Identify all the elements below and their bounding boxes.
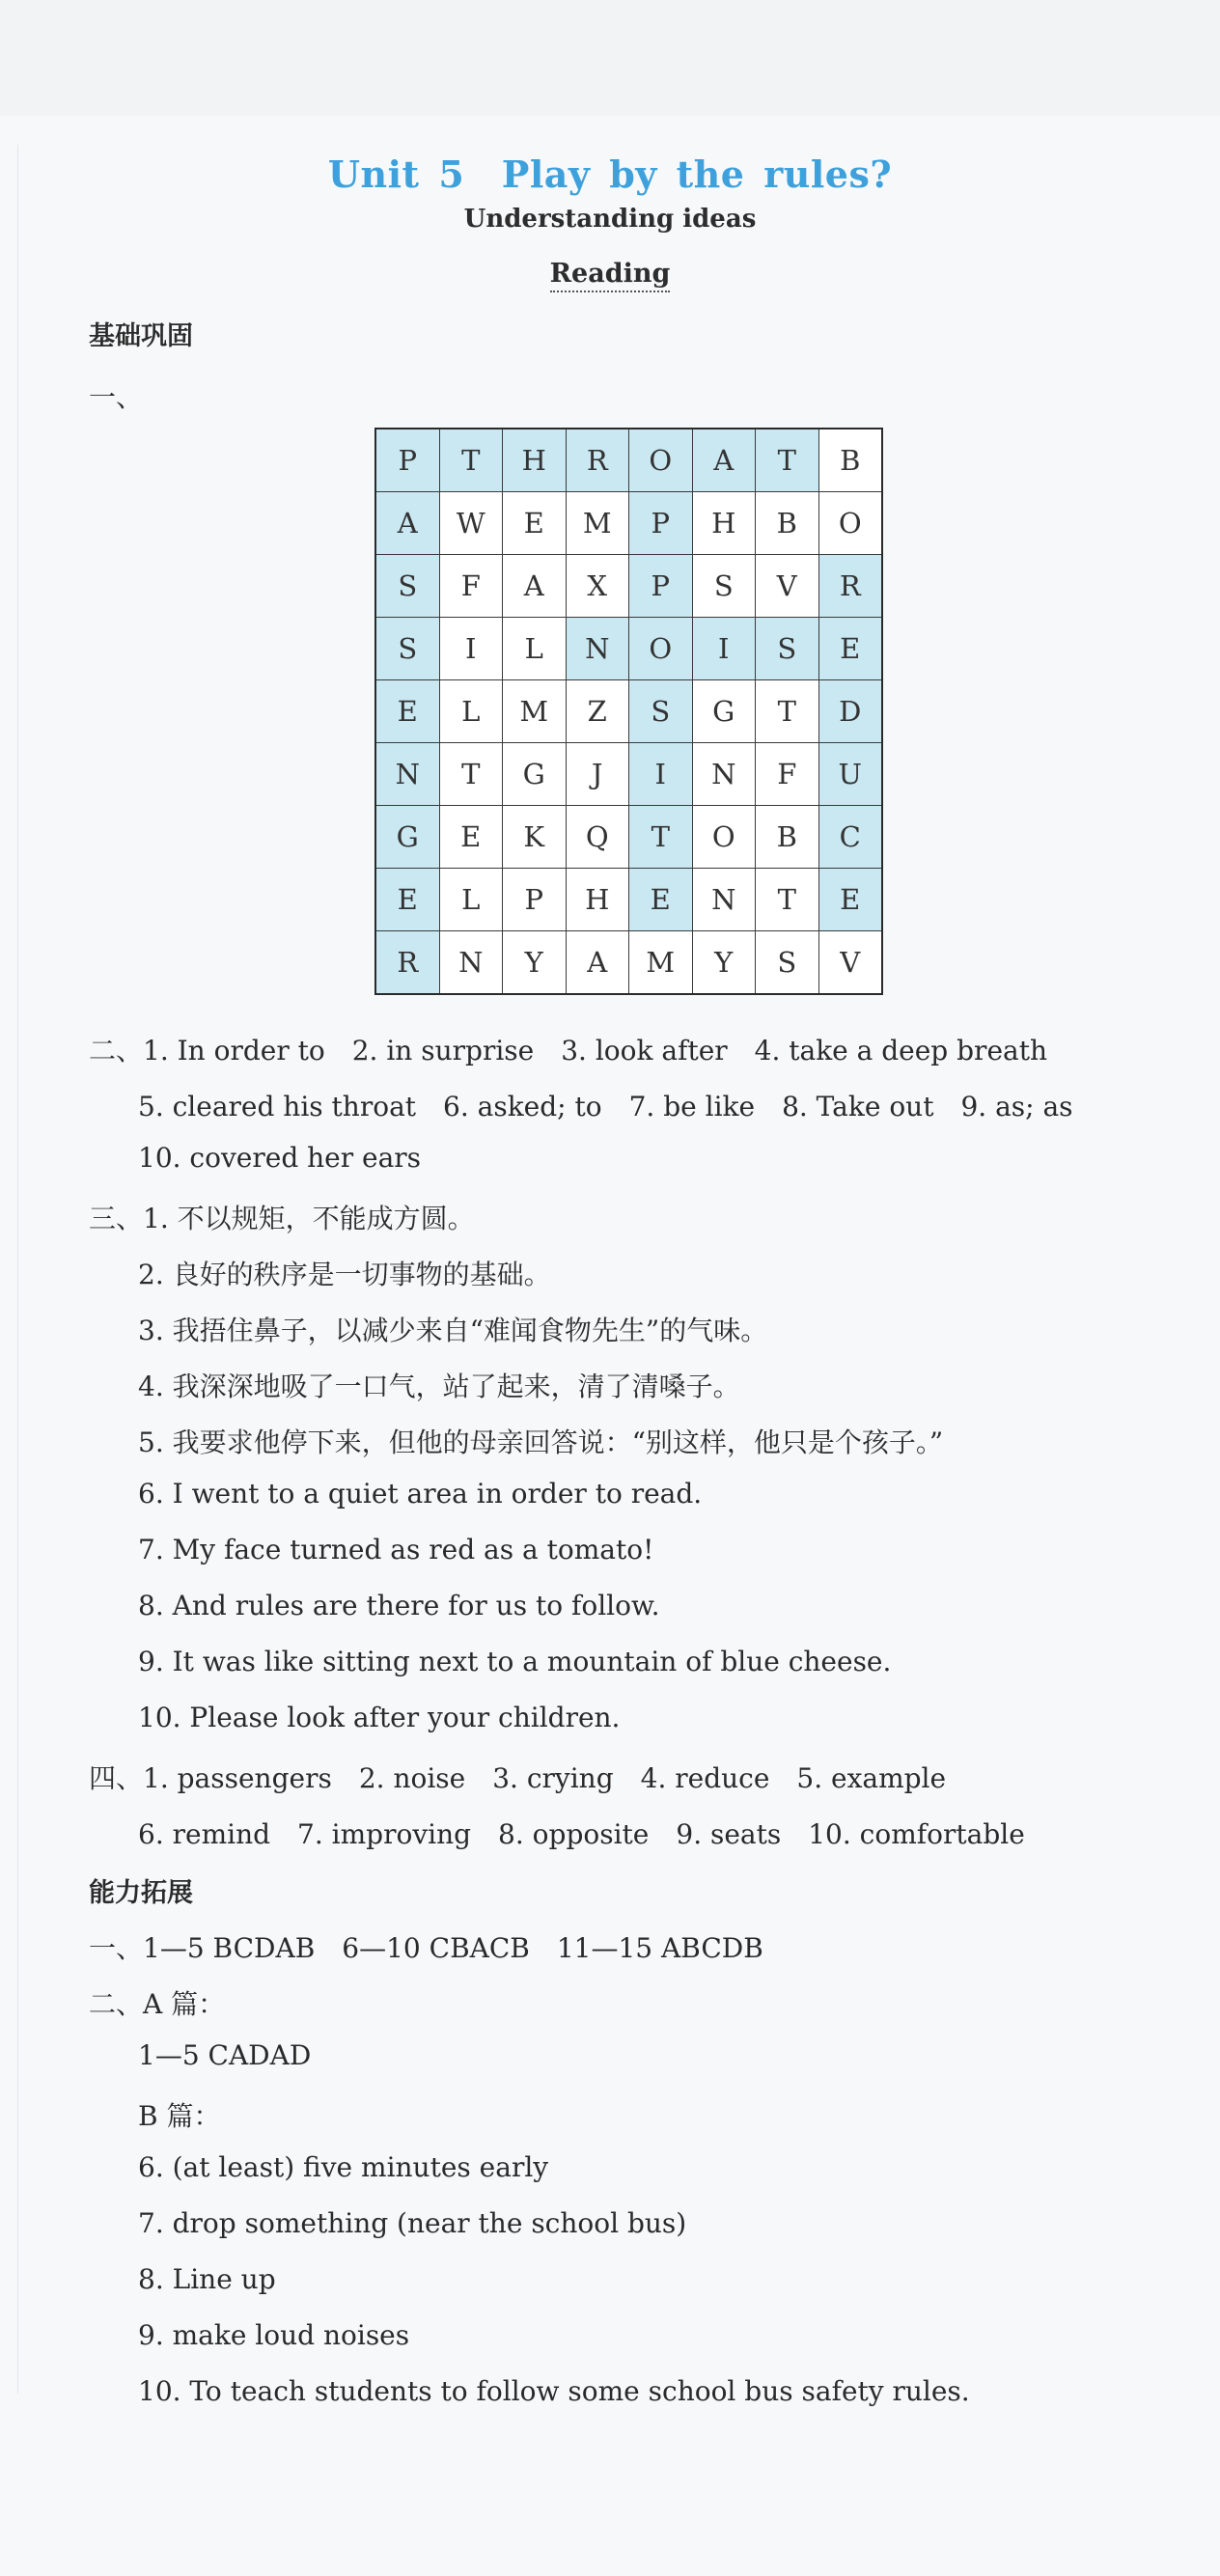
grid-cell: E <box>375 869 439 931</box>
grid-cell: E <box>629 869 693 931</box>
grid-cell: A <box>375 492 439 555</box>
grid-cell: S <box>375 618 439 680</box>
grid-cell: G <box>503 743 567 806</box>
grid-cell: G <box>692 680 756 743</box>
part3-line-3: 3. 我捂住鼻子，以减少来自“难闻食物先生”的气味。 <box>138 1315 768 1346</box>
grid-row <box>375 806 882 869</box>
ext2-a-answers: 1—5 CADAD <box>138 2039 312 2071</box>
grid-cell: Q <box>566 806 629 869</box>
grid-cell: T <box>439 429 503 492</box>
grid-row <box>375 931 882 995</box>
grid-cell: W <box>439 492 503 555</box>
grid-cell: A <box>503 555 567 618</box>
grid-cell: X <box>566 555 629 618</box>
part3-line-6: 6. I went to a quiet area in order to read. <box>138 1478 703 1510</box>
grid-cell: N <box>566 618 629 680</box>
grid-cell: T <box>756 869 819 931</box>
grid-cell: H <box>566 869 629 931</box>
part3-line-8: 8. And rules are there for us to follow. <box>138 1590 660 1621</box>
section-basic-heading: 基础巩固 <box>89 321 193 351</box>
grid-cell: O <box>692 806 756 869</box>
grid-cell: R <box>818 555 882 618</box>
grid-cell: L <box>439 869 503 931</box>
top-margin <box>0 0 1220 116</box>
grid-cell: M <box>566 492 629 555</box>
ext1-line: 一、1—5 BCDAB 6—10 CBACB 11—15 ABCDB <box>89 1932 763 1964</box>
part3-line-1: 三、1. 不以规矩，不能成方圆。 <box>89 1203 475 1234</box>
part2-line-2: 5. cleared his throat 6. asked; to 7. be like 8. Take out 9. as; as <box>138 1091 1073 1122</box>
grid-cell: H <box>692 492 756 555</box>
subtitle: Understanding ideas <box>463 205 757 234</box>
ext2-b-line-5: 10. To teach students to follow some school bus safety rules. <box>138 2375 970 2407</box>
grid-cell: J <box>566 743 629 806</box>
grid-cell: B <box>818 429 882 492</box>
grid-cell: M <box>503 680 567 743</box>
grid-cell: A <box>566 931 629 995</box>
grid-cell: T <box>756 680 819 743</box>
grid-cell: P <box>629 555 693 618</box>
grid-cell: T <box>629 806 693 869</box>
grid-cell: N <box>692 743 756 806</box>
grid-row <box>375 743 882 806</box>
grid-cell: N <box>439 931 503 995</box>
part3-line-2: 2. 良好的秩序是一切事物的基础。 <box>138 1259 551 1290</box>
grid-cell: B <box>756 806 819 869</box>
grid-cell: E <box>818 618 882 680</box>
grid-cell: V <box>818 931 882 995</box>
grid-cell: O <box>629 618 693 680</box>
grid-cell: O <box>818 492 882 555</box>
grid-cell: F <box>439 555 503 618</box>
grid-cell: N <box>692 869 756 931</box>
grid-cell: L <box>439 680 503 743</box>
part3-line-4: 4. 我深深地吸了一口气，站了起来，清了清嗓子。 <box>138 1371 740 1402</box>
grid-cell: Y <box>503 931 567 995</box>
grid-cell: P <box>629 492 693 555</box>
grid-cell: F <box>756 743 819 806</box>
grid-row <box>375 680 882 743</box>
ext2-b-line-2: 7. drop something (near the school bus) <box>138 2207 687 2239</box>
grid-cell: E <box>818 869 882 931</box>
part4-line-1: 四、1. passengers 2. noise 3. crying 4. reduce 5. example <box>89 1762 947 1794</box>
part2-line-1: 二、1. In order to 2. in surprise 3. look after 4. take a deep breath <box>89 1035 1047 1066</box>
grid-cell: A <box>692 429 756 492</box>
grid-cell: R <box>566 429 629 492</box>
grid-cell: O <box>629 429 693 492</box>
grid-cell: P <box>375 429 439 492</box>
grid-row <box>375 869 882 931</box>
grid-row <box>375 429 882 492</box>
part3-line-9: 9. It was like sitting next to a mountain of blue cheese. <box>138 1646 892 1677</box>
grid-cell: T <box>756 429 819 492</box>
grid-cell: E <box>375 680 439 743</box>
ext2-b-line-3: 8. Line up <box>138 2263 276 2295</box>
grid-cell: P <box>503 869 567 931</box>
grid-cell: D <box>818 680 882 743</box>
reading-heading: Reading <box>0 259 1220 289</box>
page-edge-line <box>17 145 18 2394</box>
part3-line-5: 5. 我要求他停下来，但他的母亲回答说：“别这样，他只是个孩子。” <box>138 1426 944 1458</box>
grid-cell: S <box>375 555 439 618</box>
part2-line-3: 10. covered her ears <box>138 1142 422 1174</box>
grid-row <box>375 618 882 680</box>
grid-cell: T <box>439 743 503 806</box>
grid-cell: C <box>818 806 882 869</box>
grid-cell: S <box>629 680 693 743</box>
grid-cell: L <box>503 618 567 680</box>
grid-row <box>375 492 882 555</box>
grid-cell: Z <box>566 680 629 743</box>
part3-line-7: 7. My face turned as red as a tomato! <box>138 1534 654 1565</box>
grid-cell: K <box>503 806 567 869</box>
ext2-a-label: 二、A 篇： <box>89 1988 226 2020</box>
word-search-grid <box>374 428 883 995</box>
grid-cell: R <box>375 931 439 995</box>
section-extension-heading: 能力拓展 <box>89 1878 193 1908</box>
grid-cell: G <box>375 806 439 869</box>
part3-line-10: 10. Please look after your children. <box>138 1702 621 1733</box>
grid-cell: I <box>692 618 756 680</box>
grid-cell: I <box>629 743 693 806</box>
grid-cell: H <box>503 429 567 492</box>
part1-label: 一、 <box>89 381 144 413</box>
ext2-b-label: B 篇： <box>138 2100 221 2132</box>
ext2-b-line-1: 6. (at least) five minutes early <box>138 2151 549 2183</box>
grid-cell: S <box>756 618 819 680</box>
grid-cell: Y <box>692 931 756 995</box>
grid-row <box>375 555 882 618</box>
grid-cell: S <box>756 931 819 995</box>
grid-cell: N <box>375 743 439 806</box>
grid-cell: U <box>818 743 882 806</box>
grid-cell: V <box>756 555 819 618</box>
grid-cell: E <box>439 806 503 869</box>
part4-line-2: 6. remind 7. improving 8. opposite 9. seats 10. comfortable <box>138 1818 1025 1850</box>
grid-cell: E <box>503 492 567 555</box>
grid-cell: S <box>692 555 756 618</box>
unit-title: Unit 5 Play by the rules? <box>327 152 893 196</box>
grid-cell: M <box>629 931 693 995</box>
ext2-b-line-4: 9. make loud noises <box>138 2319 410 2351</box>
grid-cell: B <box>756 492 819 555</box>
grid-cell: I <box>439 618 503 680</box>
